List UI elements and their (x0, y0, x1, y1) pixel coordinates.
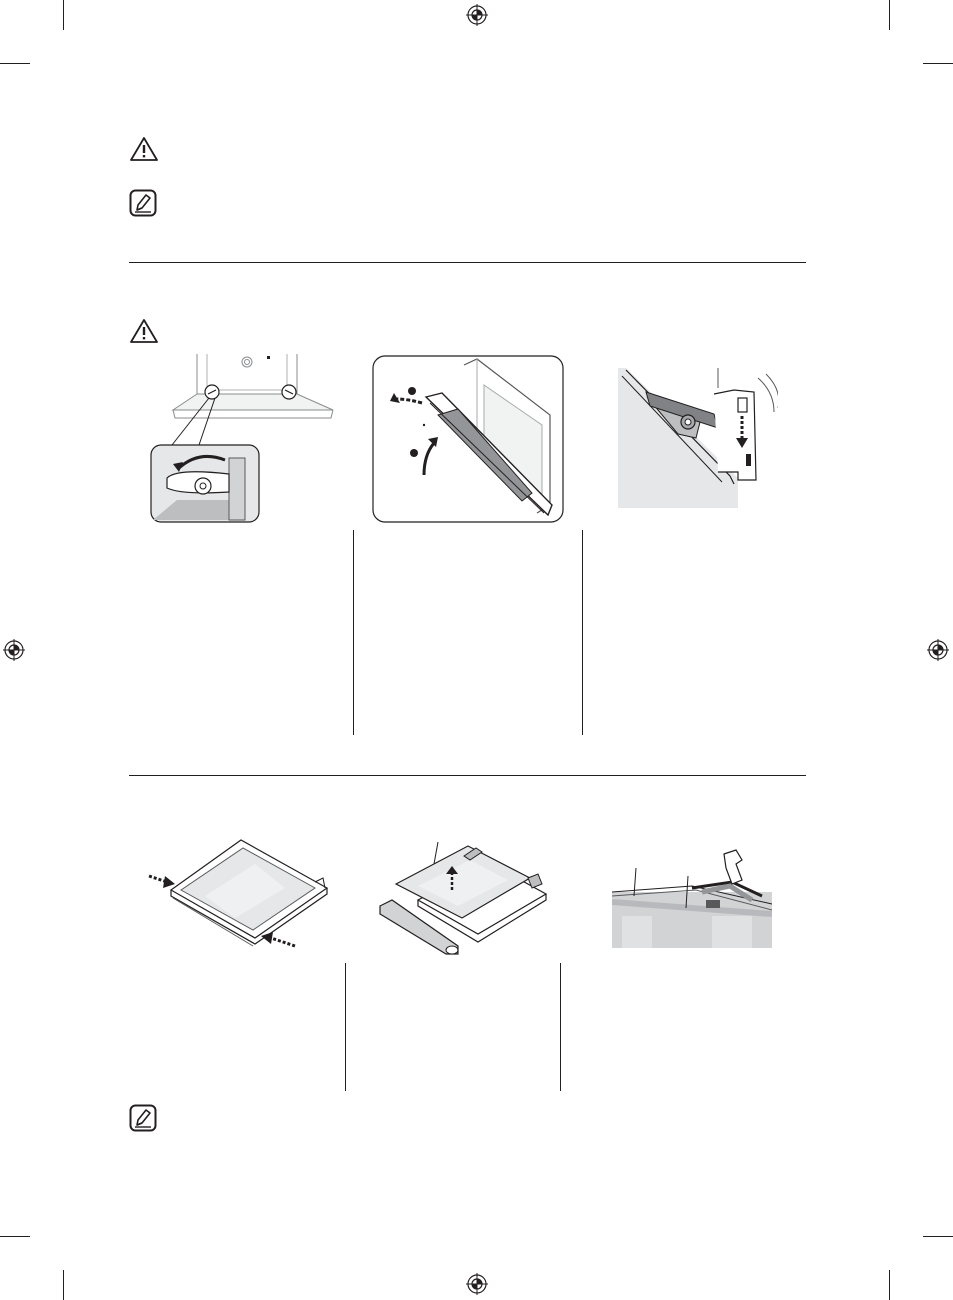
registration-mark-icon (927, 639, 949, 661)
hinge-slot-illustration (618, 368, 778, 508)
crop-mark (889, 1270, 890, 1300)
column-divider (560, 963, 561, 1091)
door-lift-illustration (372, 355, 564, 523)
note-icon (129, 189, 157, 217)
column-divider (345, 963, 346, 1091)
glass-lift-illustration (378, 838, 550, 956)
registration-mark-icon (466, 1273, 488, 1295)
registration-mark-icon (3, 639, 25, 661)
door-press-illustration (145, 838, 335, 953)
crop-mark (0, 63, 30, 64)
hinge-lever-illustration (137, 350, 337, 525)
column-divider (353, 530, 354, 735)
caution-icon (129, 318, 159, 344)
section-divider (129, 775, 806, 776)
glass-seating-illustration (612, 846, 772, 948)
column-divider (582, 530, 583, 735)
crop-mark (923, 1236, 953, 1237)
registration-mark-icon (466, 4, 488, 26)
caution-icon (129, 136, 159, 162)
crop-mark (63, 0, 64, 30)
section-divider (129, 262, 806, 263)
crop-mark (923, 63, 953, 64)
crop-mark (889, 0, 890, 30)
crop-mark (63, 1270, 64, 1300)
crop-mark (0, 1236, 30, 1237)
note-icon (129, 1104, 157, 1132)
